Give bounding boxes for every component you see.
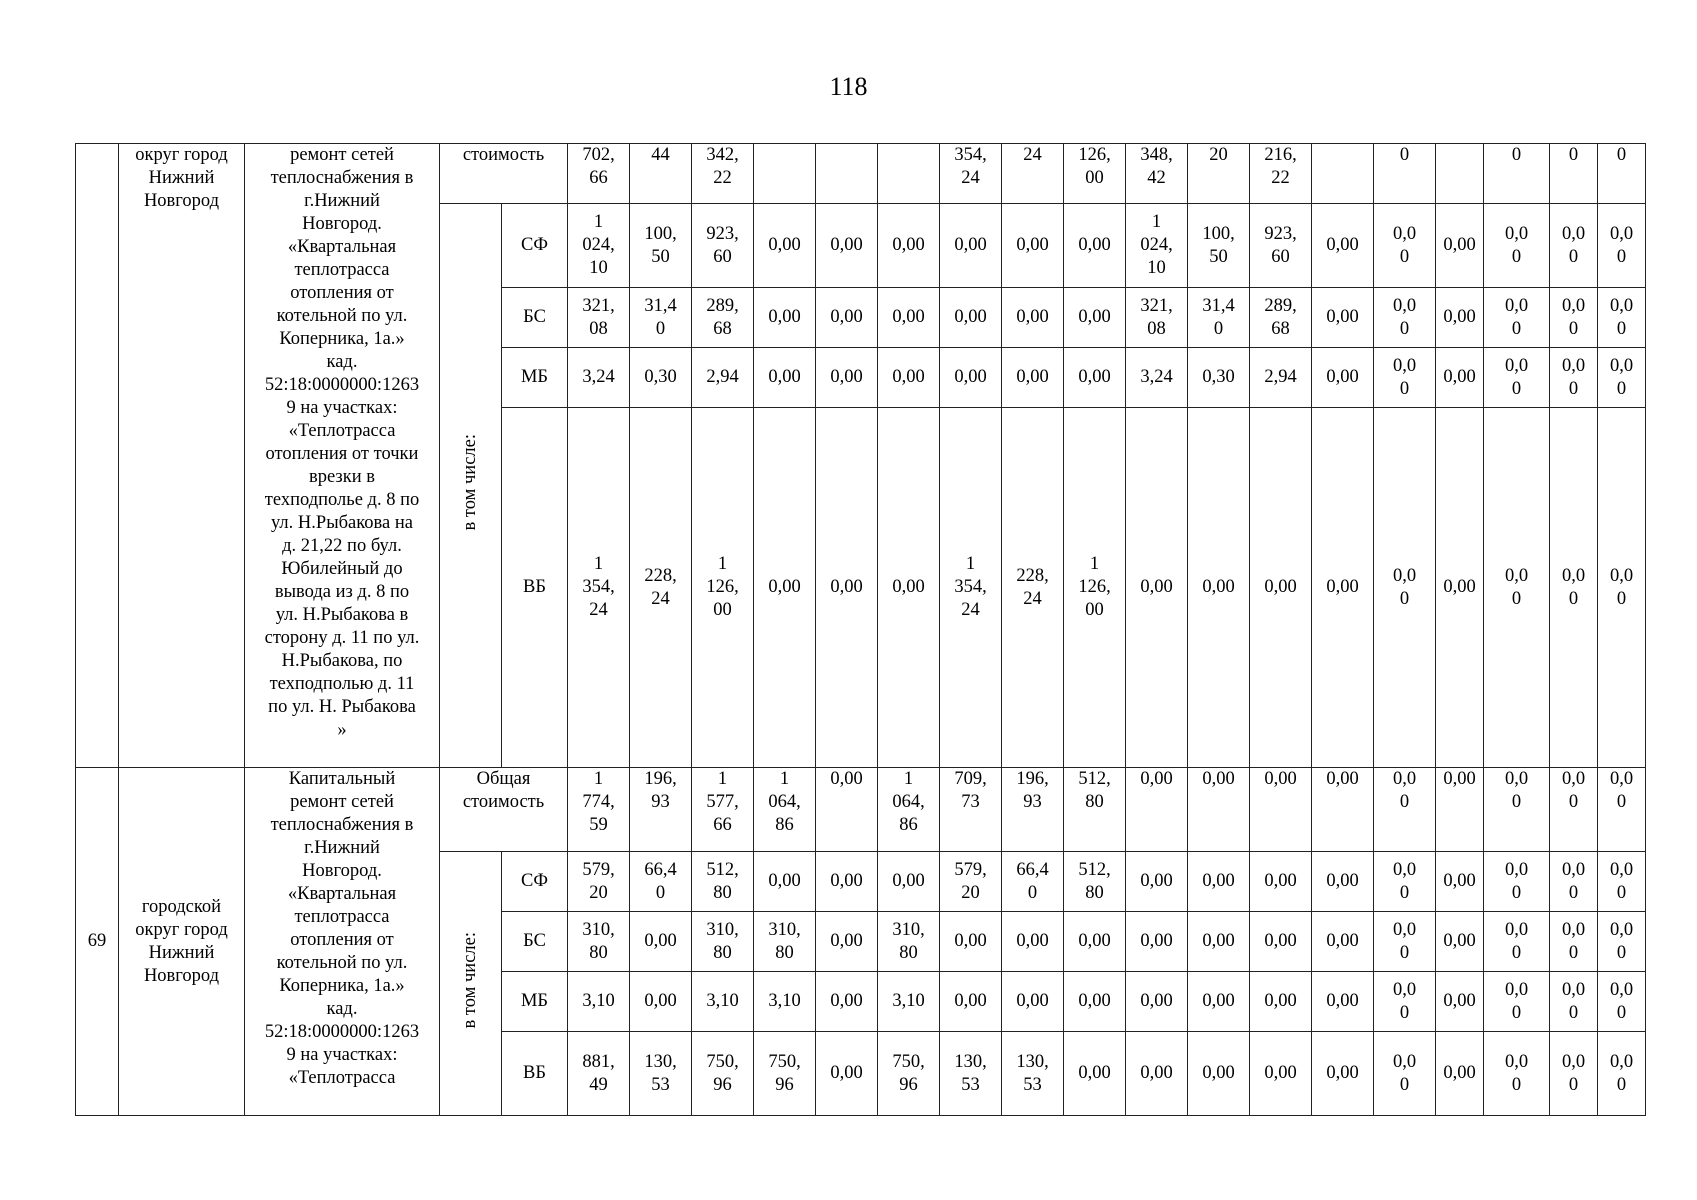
value-cell: 0,00 [754, 852, 816, 912]
value-cell: 348, 42 [1126, 144, 1188, 204]
value-cell: 0,00 [1312, 972, 1374, 1032]
value-cell: 130, 53 [1002, 1032, 1064, 1116]
value-cell: 0,00 [1250, 972, 1312, 1032]
value-cell: 0,0 0 [1550, 768, 1598, 852]
source-label-cell: ВБ [502, 1032, 568, 1116]
subgroup-label: в том числе: [460, 931, 480, 1029]
value-cell: 3,10 [754, 972, 816, 1032]
value-cell: 0,00 [816, 408, 878, 768]
value-cell: 0,00 [816, 1032, 878, 1116]
municipality-cell: городской округ город Нижний Новгород [119, 768, 245, 1116]
value-cell: 310, 80 [754, 912, 816, 972]
value-cell: 0,00 [1126, 972, 1188, 1032]
description-cell: ремонт сетей теплоснабжения в г.Нижний Новгород. «Квартальная теплотрасса отопления от котельной по ул. Коперника, 1а.» кад. 52:18:0000000:1263 9 на участках: «Теплотрасса отопления от точки врезки в техподполье д. 8 по ул. Н.Рыбакова на д. 21,22 по бул. Юбилейный до вывода из д. 8 по ул. Н.Рыбакова в сторону д. 11 по ул. Н.Рыбакова, по техподполью д. 11 по ул. Н. Рыбакова » [245, 144, 440, 768]
value-cell: 881, 49 [568, 1032, 630, 1116]
table-row [76, 768, 1697, 852]
value-cell: 0,00 [816, 768, 878, 852]
value-cell: 0,00 [754, 288, 816, 348]
value-cell: 0,00 [1250, 912, 1312, 972]
value-cell: 1 577, 66 [692, 768, 754, 852]
value-cell: 100, 50 [630, 204, 692, 288]
value-cell: 310, 80 [878, 912, 940, 972]
value-cell: 0,00 [878, 348, 940, 408]
description-cell: Капитальный ремонт сетей теплоснабжения в г.Нижний Новгород. «Квартальная теплотрасса отопления от котельной по ул. Коперника, 1а.» кад. 52:18:0000000:1263 9 на участках: «Теплотрасса [245, 768, 440, 1116]
value-cell: 0,30 [630, 348, 692, 408]
value-cell: 0,00 [1064, 1032, 1126, 1116]
value-cell: 1 126, 00 [1064, 408, 1126, 768]
value-cell: 0,00 [1250, 768, 1312, 852]
value-cell: 512, 80 [692, 852, 754, 912]
source-label-cell: МБ [502, 972, 568, 1032]
value-cell: 750, 96 [878, 1032, 940, 1116]
value-cell: 0,00 [754, 348, 816, 408]
subgroup-label: в том числе: [460, 433, 480, 531]
value-cell: 0,0 0 [1598, 768, 1646, 852]
value-cell: 0,0 0 [1484, 204, 1550, 288]
value-cell: 130, 53 [940, 1032, 1002, 1116]
value-cell: 0,0 0 [1484, 1032, 1550, 1116]
value-cell: 3,10 [878, 972, 940, 1032]
value-cell: 0,00 [630, 912, 692, 972]
value-cell: 342, 22 [692, 144, 754, 204]
value-cell: 0,00 [630, 972, 692, 1032]
value-cell: 0,00 [1312, 912, 1374, 972]
value-cell [1436, 144, 1484, 204]
value-cell: 0,00 [1188, 912, 1250, 972]
value-cell: 923, 60 [1250, 204, 1312, 288]
value-cell [878, 144, 940, 204]
value-cell: 0 [1598, 144, 1646, 204]
value-cell: 0,00 [1436, 852, 1484, 912]
value-cell: 228, 24 [630, 408, 692, 768]
value-cell: 1 064, 86 [754, 768, 816, 852]
value-cell: 0,0 0 [1484, 288, 1550, 348]
value-cell: 0,00 [1002, 972, 1064, 1032]
value-cell: 0,0 0 [1550, 852, 1598, 912]
value-cell: 0,00 [1250, 408, 1312, 768]
row-number-cell: 69 [76, 768, 119, 1116]
value-cell: 0,00 [1064, 204, 1126, 288]
value-cell: 0,00 [940, 912, 1002, 972]
table-row [76, 144, 1697, 204]
value-cell: 579, 20 [568, 852, 630, 912]
value-cell: 31,4 0 [1188, 288, 1250, 348]
value-cell: 310, 80 [692, 912, 754, 972]
value-cell: 0,00 [754, 204, 816, 288]
financing-table [75, 143, 1697, 1116]
value-cell: 228, 24 [1002, 408, 1064, 768]
value-cell: 0,00 [1312, 408, 1374, 768]
value-cell: 0,0 0 [1374, 408, 1436, 768]
value-cell: 750, 96 [692, 1032, 754, 1116]
value-cell: 0,00 [1188, 852, 1250, 912]
source-label-cell: МБ [502, 348, 568, 408]
value-cell: 0 [1374, 144, 1436, 204]
value-cell: 0,0 0 [1484, 348, 1550, 408]
value-cell: 1 064, 86 [878, 768, 940, 852]
value-cell: 0,0 0 [1598, 408, 1646, 768]
value-cell: 0,0 0 [1484, 408, 1550, 768]
value-cell: 66,4 0 [1002, 852, 1064, 912]
value-cell: 2,94 [1250, 348, 1312, 408]
value-cell: 0,00 [878, 408, 940, 768]
value-cell: 0,00 [1002, 912, 1064, 972]
value-cell: 0,00 [1188, 408, 1250, 768]
value-cell: 3,10 [568, 972, 630, 1032]
value-cell: 0,00 [1002, 348, 1064, 408]
value-cell [816, 144, 878, 204]
value-cell: 0,00 [816, 852, 878, 912]
value-cell: 0,00 [1312, 348, 1374, 408]
value-cell: 0,0 0 [1374, 1032, 1436, 1116]
value-cell: 31,4 0 [630, 288, 692, 348]
value-cell: 44 [630, 144, 692, 204]
value-cell: 0,0 0 [1598, 288, 1646, 348]
value-cell: 2,94 [692, 348, 754, 408]
value-cell: 702, 66 [568, 144, 630, 204]
value-cell: 0,0 0 [1374, 348, 1436, 408]
value-cell: 0,0 0 [1550, 408, 1598, 768]
value-cell: 579, 20 [940, 852, 1002, 912]
value-cell: 0,0 0 [1484, 912, 1550, 972]
value-cell: 512, 80 [1064, 852, 1126, 912]
value-cell: 0,00 [1436, 972, 1484, 1032]
value-cell: 0,0 0 [1598, 1032, 1646, 1116]
value-cell: 0,00 [1436, 288, 1484, 348]
value-cell: 0,00 [1126, 912, 1188, 972]
value-cell: 0,00 [1436, 204, 1484, 288]
value-cell: 196, 93 [1002, 768, 1064, 852]
value-cell [1312, 144, 1374, 204]
value-cell: 923, 60 [692, 204, 754, 288]
value-cell: 0,00 [1312, 768, 1374, 852]
value-cell: 3,10 [692, 972, 754, 1032]
source-label-cell: ВБ [502, 408, 568, 768]
value-cell: 1 354, 24 [940, 408, 1002, 768]
value-cell: 1 774, 59 [568, 768, 630, 852]
value-cell: 0,00 [816, 972, 878, 1032]
value-cell: 512, 80 [1064, 768, 1126, 852]
value-cell: 0,00 [1126, 1032, 1188, 1116]
value-cell: 0,00 [1002, 288, 1064, 348]
value-cell: 126, 00 [1064, 144, 1126, 204]
value-cell: 0,00 [1436, 348, 1484, 408]
value-cell: 0,00 [878, 852, 940, 912]
value-cell: 0,00 [1126, 408, 1188, 768]
value-cell: 3,24 [1126, 348, 1188, 408]
value-cell: 0,00 [940, 972, 1002, 1032]
value-cell: 0,0 0 [1484, 972, 1550, 1032]
municipality-cell: округ город Нижний Новгород [119, 144, 245, 768]
source-label-cell: БС [502, 288, 568, 348]
value-cell: 0,0 0 [1374, 204, 1436, 288]
value-cell: 24 [1002, 144, 1064, 204]
value-cell: 321, 08 [568, 288, 630, 348]
value-cell: 0,00 [754, 408, 816, 768]
value-cell: 0,00 [878, 288, 940, 348]
value-cell: 0,00 [1312, 204, 1374, 288]
value-cell: 0,00 [878, 204, 940, 288]
value-cell: 0,0 0 [1484, 768, 1550, 852]
value-cell: 1 354, 24 [568, 408, 630, 768]
value-cell: 0,00 [816, 912, 878, 972]
value-cell: 0,0 0 [1550, 204, 1598, 288]
total-label-cell: Общая стоимость [440, 768, 568, 852]
source-label-cell: СФ [502, 852, 568, 912]
value-cell: 0,00 [1188, 768, 1250, 852]
value-cell: 0,00 [1436, 768, 1484, 852]
value-cell: 0,0 0 [1374, 972, 1436, 1032]
value-cell: 0,00 [1436, 1032, 1484, 1116]
value-cell: 130, 53 [630, 1032, 692, 1116]
value-cell: 0,00 [816, 204, 878, 288]
value-cell: 1 024, 10 [568, 204, 630, 288]
value-cell: 0,00 [1126, 768, 1188, 852]
value-cell: 289, 68 [1250, 288, 1312, 348]
value-cell: 0,00 [1436, 912, 1484, 972]
subgroup-label-cell [440, 204, 502, 768]
value-cell: 0,0 0 [1598, 972, 1646, 1032]
value-cell: 0,00 [940, 204, 1002, 288]
value-cell: 750, 96 [754, 1032, 816, 1116]
total-label-cell: стоимость [440, 144, 568, 204]
value-cell: 0,0 0 [1550, 912, 1598, 972]
value-cell: 0,00 [1188, 972, 1250, 1032]
value-cell: 0,00 [1436, 408, 1484, 768]
value-cell: 709, 73 [940, 768, 1002, 852]
value-cell: 20 [1188, 144, 1250, 204]
value-cell: 310, 80 [568, 912, 630, 972]
value-cell: 0 [1484, 144, 1550, 204]
subgroup-label-cell [440, 852, 502, 1116]
value-cell: 0,00 [1312, 288, 1374, 348]
value-cell: 0 [1550, 144, 1598, 204]
value-cell: 0,00 [1250, 852, 1312, 912]
value-cell: 3,24 [568, 348, 630, 408]
value-cell: 0,0 0 [1374, 912, 1436, 972]
value-cell: 0,00 [1064, 288, 1126, 348]
value-cell: 1 024, 10 [1126, 204, 1188, 288]
value-cell: 66,4 0 [630, 852, 692, 912]
source-label-cell: СФ [502, 204, 568, 288]
value-cell: 0,30 [1188, 348, 1250, 408]
page-number: 118 [829, 72, 868, 101]
value-cell: 0,00 [1126, 852, 1188, 912]
value-cell: 0,0 0 [1484, 852, 1550, 912]
value-cell: 0,00 [1312, 852, 1374, 912]
value-cell: 0,0 0 [1550, 288, 1598, 348]
source-label-cell: БС [502, 912, 568, 972]
value-cell: 0,00 [1064, 912, 1126, 972]
value-cell: 0,00 [1002, 204, 1064, 288]
value-cell: 321, 08 [1126, 288, 1188, 348]
value-cell: 0,00 [1312, 1032, 1374, 1116]
value-cell: 0,00 [816, 348, 878, 408]
value-cell: 0,0 0 [1374, 288, 1436, 348]
value-cell: 0,0 0 [1550, 1032, 1598, 1116]
value-cell: 100, 50 [1188, 204, 1250, 288]
value-cell: 0,00 [1064, 972, 1126, 1032]
value-cell: 0,0 0 [1374, 852, 1436, 912]
value-cell: 0,00 [940, 348, 1002, 408]
value-cell: 354, 24 [940, 144, 1002, 204]
value-cell: 0,0 0 [1374, 768, 1436, 852]
value-cell: 1 126, 00 [692, 408, 754, 768]
value-cell [754, 144, 816, 204]
value-cell: 0,0 0 [1598, 204, 1646, 288]
value-cell: 0,00 [1188, 1032, 1250, 1116]
value-cell: 196, 93 [630, 768, 692, 852]
value-cell: 289, 68 [692, 288, 754, 348]
value-cell: 0,0 0 [1550, 348, 1598, 408]
value-cell: 0,0 0 [1598, 912, 1646, 972]
value-cell: 0,0 0 [1550, 972, 1598, 1032]
value-cell: 0,00 [940, 288, 1002, 348]
value-cell: 0,00 [816, 288, 878, 348]
value-cell: 0,0 0 [1598, 852, 1646, 912]
value-cell: 0,0 0 [1598, 348, 1646, 408]
value-cell: 0,00 [1250, 1032, 1312, 1116]
row-number-cell [76, 144, 119, 768]
value-cell: 216, 22 [1250, 144, 1312, 204]
value-cell: 0,00 [1064, 348, 1126, 408]
